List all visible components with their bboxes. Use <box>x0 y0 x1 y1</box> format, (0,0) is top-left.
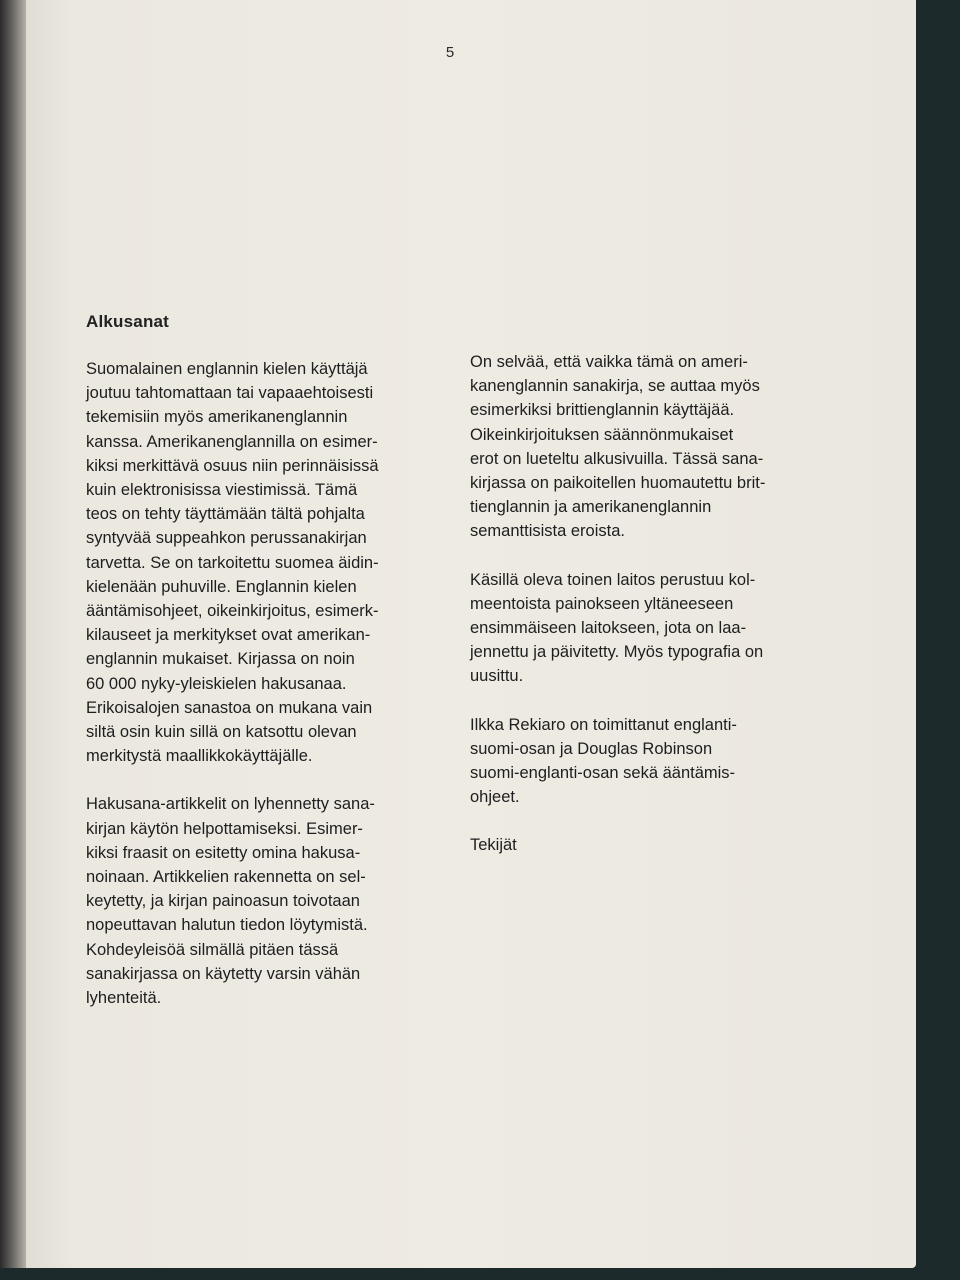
text-line: semanttisista eroista. <box>470 522 625 541</box>
text-line: sanakirjassa on käytetty varsin vähän <box>86 964 361 983</box>
text-line: kirjan käytön helpottamiseksi. Esimer- <box>86 819 363 838</box>
text-line: kiksi merkittävä osuus niin perinnäisissä <box>86 456 379 475</box>
left-column <box>86 357 456 1034</box>
text-line: suomi-englanti-osan sekä ääntämis- <box>470 764 736 783</box>
text-line: nopeuttavan halutun tiedon löytymistä. <box>86 916 368 935</box>
text-line: kirjassa on paikoitellen huomautettu brit- <box>470 474 766 493</box>
text-line: erot on lueteltu alkusivuilla. Tässä sana- <box>470 449 764 468</box>
text-line: Suomalainen englannin kielen käyttäjä <box>86 360 368 378</box>
text-line: On selvää, että vaikka tämä on ameri- <box>470 353 748 371</box>
text-line: syntyvää suppeahkon perussanakirjan <box>86 529 367 548</box>
text-line: Hakusana-artikkelit on lyhennetty sana- <box>86 795 375 814</box>
right-paragraph-3 <box>470 713 850 810</box>
text-line: ohjeet. <box>470 788 520 807</box>
text-line: englannin mukaiset. Kirjassa on noin <box>86 650 355 669</box>
text-line: Erikoisalojen sanastoa on mukana vain <box>86 698 373 717</box>
text-line: Ilkka Rekiaro on toimittanut englanti- <box>470 715 737 734</box>
text-line: ääntämisohjeet, oikeinkirjoitus, esimerk- <box>86 602 379 621</box>
text-line: jennettu ja päivitetty. Myös typografia on <box>470 643 764 662</box>
text-line: siltä osin kuin sillä on katsottu olevan <box>86 723 357 742</box>
text-line: meentoista painokseen yltäneeseen <box>470 594 734 613</box>
text-line: kuin elektronisissa viestimissä. Tämä <box>86 481 358 500</box>
text-line: tekemisiin myös amerikanenglannin <box>86 408 348 427</box>
text-line: kielenään puhuville. Englannin kielen <box>86 577 357 596</box>
text-line: ensimmäiseen laitokseen, jota on laa- <box>470 619 747 638</box>
text-line: kanssa. Amerikanenglannilla on esimer- <box>86 432 378 451</box>
left-paragraph-2 <box>86 792 456 1010</box>
right-paragraph-1 <box>470 350 850 544</box>
page-number: 5 <box>445 44 455 61</box>
text-line: 60 000 nyky-yleiskielen hakusanaa. <box>86 674 347 693</box>
text-line: uusittu. <box>470 667 524 686</box>
right-paragraph-2 <box>470 568 850 689</box>
text-line: kiksi fraasit on esitetty omina hakusa- <box>86 843 361 862</box>
text-line: suomi-osan ja Douglas Robinson <box>470 739 713 758</box>
text-line: keytetty, ja kirjan painoasun toivotaan <box>86 892 360 911</box>
text-line: kilauseet ja merkitykset ovat amerikan- <box>86 626 371 645</box>
signature: Tekijät <box>470 836 517 855</box>
text-line: esimerkiksi brittienglannin käyttäjää. <box>470 401 735 420</box>
text-line: lyhenteitä. <box>86 989 162 1008</box>
text-line: Oikeinkirjoituksen säännönmukaiset <box>470 425 734 444</box>
text-line: Kohdeyleisöä silmällä pitäen tässä <box>86 940 339 959</box>
right-column <box>470 350 850 858</box>
section-heading: Alkusanat <box>86 312 170 331</box>
text-line: teos on tehty täyttämään tältä pohjalta <box>86 505 365 524</box>
text-line: merkitystä maallikkokäyttäjälle. <box>86 747 313 766</box>
text-line: noinaan. Artikkelien rakennetta on sel- <box>86 868 366 887</box>
page-fold-shadow <box>0 0 26 1268</box>
text-line: kanenglannin sanakirja, se auttaa myös <box>470 377 760 396</box>
text-line: joutuu tahtomattaan tai vapaaehtoisesti <box>86 384 374 403</box>
text-line: tarvetta. Se on tarkoitettu suomea äidin- <box>86 553 379 572</box>
text-line: tienglannin ja amerikanenglannin <box>470 498 712 517</box>
left-paragraph-1 <box>86 357 456 768</box>
text-line: Käsillä oleva toinen laitos perustuu kol- <box>470 570 756 589</box>
